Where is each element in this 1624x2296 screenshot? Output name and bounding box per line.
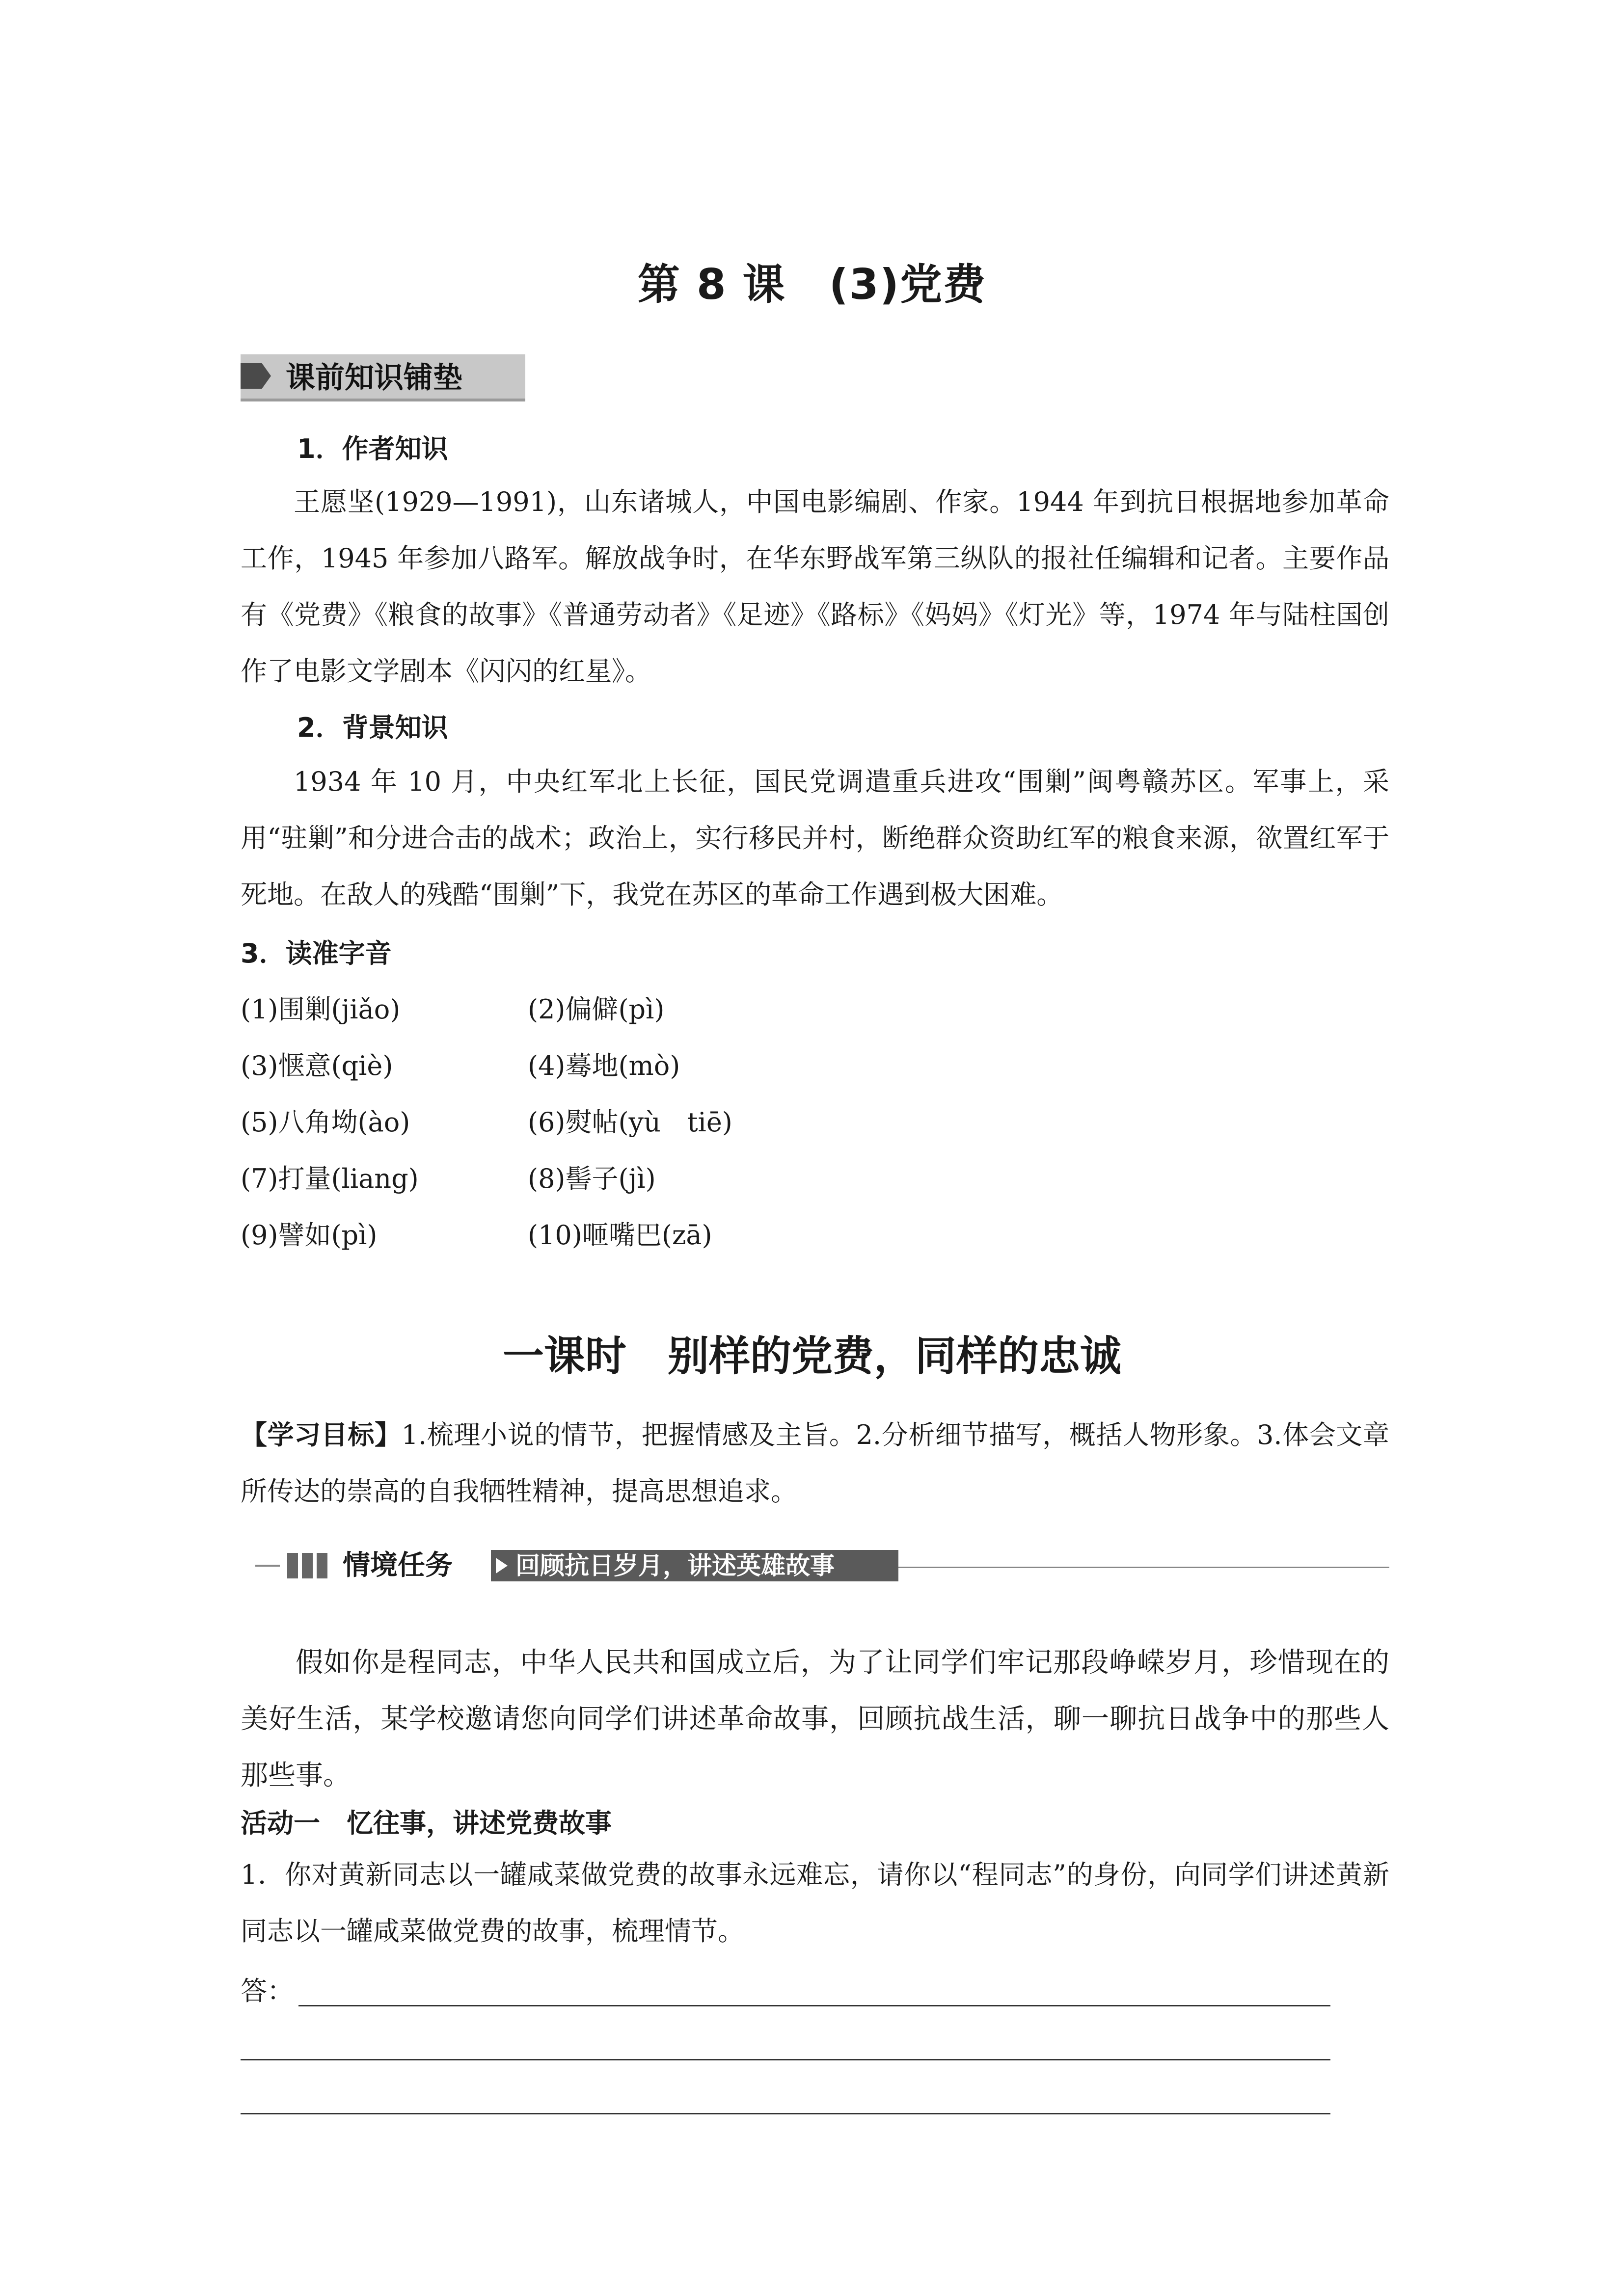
question-text: 1．你对黄新同志以一罐咸菜做党费的故事永远难忘，请你以“程同志”的身份，向同学们讲述黄新同志以一罐咸菜做党费的故事，梳理情节。 <box>241 1859 1389 1947</box>
bar-icon <box>287 1553 298 1578</box>
goal-text: 1.梳理小说的情节，把握情感及主旨。2.分析细节描写，概括人物形象。3.体会文章所传达的崇高的自我牺牲精神，提高思想追求。 <box>241 1419 1390 1507</box>
pronunciation-item: (8)髻子(jì) <box>528 1163 656 1194</box>
goal-label: 【学习目标】 <box>241 1419 402 1450</box>
learning-goals <box>241 1407 1389 1520</box>
task-bar <box>241 1546 1389 1585</box>
author-text: 王愿坚(1929—1991)，山东诸城人，中国电影编剧、作家。1944 年到抗日根据地参加革命工作，1945 年参加八路军。解放战争时，在华东野战军第三纵队的报社任编辑和记者。主要作品有《党费》《粮食的故事》《普通劳动者》《足迹》《路标》《妈妈》《灯光》等，1974 年与陆柱国创作了电影文学剧本《闪闪的红星》。 <box>241 486 1389 687</box>
pronunciation-item: (3)惬意(qiè) <box>241 1050 393 1081</box>
arrow-icon <box>241 363 271 389</box>
divider <box>255 1565 280 1567</box>
arrow-icon <box>496 1558 508 1574</box>
lesson-subtitle: 一课时 别样的党费，同样的忠诚 <box>502 1332 1121 1380</box>
task-label: 情境任务 <box>343 1549 453 1581</box>
scenario-text: 假如你是程同志，中华人民共和国成立后，为了让同学们牢记那段峥嵘岁月，珍惜现在的美好生活，某学校邀请您向同学们讲述革命故事，回顾抗战生活，聊一聊抗日战争中的那些人那些事。 <box>241 1647 1389 1791</box>
author-heading: 1．作者知识 <box>297 433 448 464</box>
page-title: 第 8 课 (3)党费 <box>637 260 987 309</box>
answer-line[interactable] <box>298 2005 1330 2006</box>
pronunciation-item: (7)打量(liang) <box>241 1163 419 1194</box>
activity-heading: 活动一 忆往事，讲述党费故事 <box>241 1808 612 1839</box>
pronunciation-item: (2)偏僻(pì) <box>528 994 665 1025</box>
pronunciation-item: (10)咂嘴巴(zā) <box>528 1220 712 1251</box>
banner-label: 课前知识铺垫 <box>286 361 462 395</box>
bar-icon <box>317 1553 327 1578</box>
pre-class-banner <box>241 354 525 401</box>
answer-line[interactable] <box>241 2059 1330 2060</box>
answer-label: 答： <box>241 1976 294 2006</box>
pronunciation-item: (5)八角坳(ào) <box>241 1107 410 1138</box>
bar-icon <box>302 1553 313 1578</box>
pronunciation-heading: 3．读准字音 <box>241 938 392 969</box>
pronunciation-item: (9)譬如(pì) <box>241 1220 378 1251</box>
background-text: 1934 年 10 月，中央红军北上长征，国民党调遣重兵进攻“围剿”闽粤赣苏区。军事上，采用“驻剿”和分进合击的战术；政治上，实行移民并村，断绝群众资助红军的粮食来源，欲置红军于死地。在敌人的残酷“围剿”下，我党在苏区的革命工作遇到极大困难。 <box>241 766 1389 910</box>
background-heading: 2．背景知识 <box>297 712 448 743</box>
pronunciation-item: (1)围剿(jiǎo) <box>241 994 401 1025</box>
answer-line[interactable] <box>241 2113 1330 2114</box>
task-tag <box>491 1550 898 1581</box>
pronunciation-item: (6)熨帖(yù tiē) <box>528 1107 732 1138</box>
divider <box>898 1567 1389 1568</box>
pronunciation-item: (4)蓦地(mò) <box>528 1050 680 1081</box>
task-tag-text: 回顾抗日岁月，讲述英雄故事 <box>515 1551 835 1580</box>
